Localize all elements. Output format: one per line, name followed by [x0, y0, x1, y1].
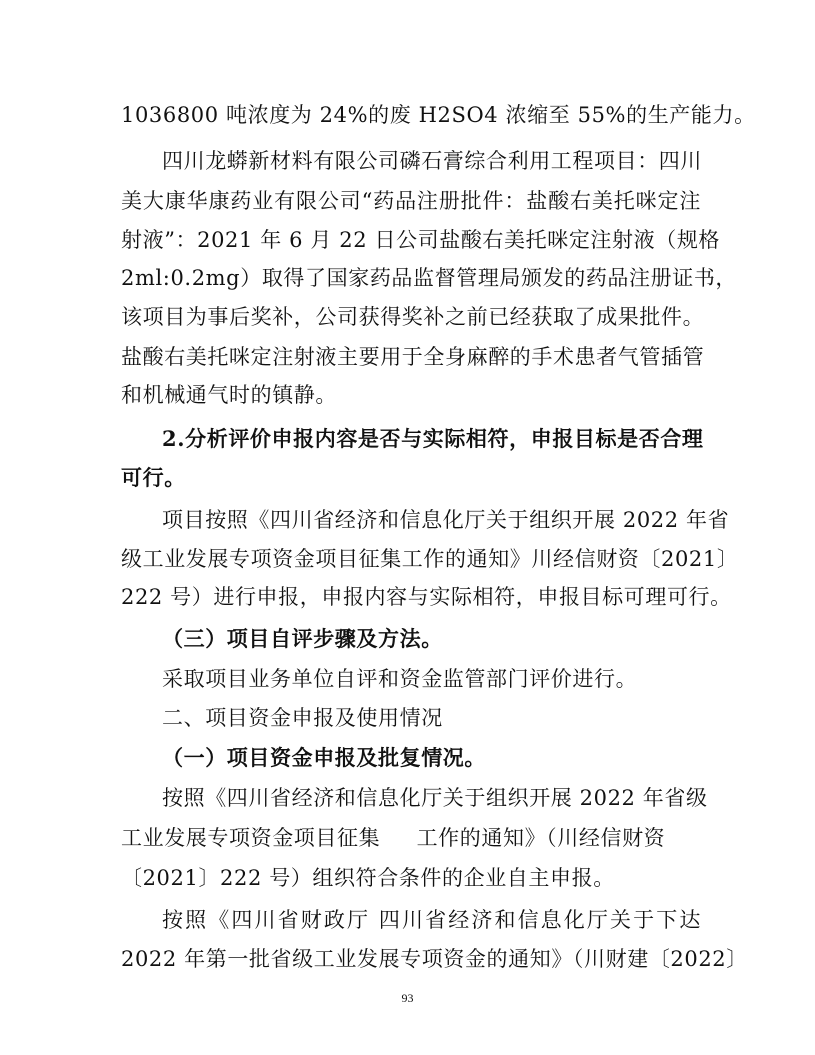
- heading-fund-application: （一）项目资金申报及批复情况。: [162, 745, 486, 770]
- text-line-1: 1036800 吨浓度为 24%的废 H2SO4 浓缩至 55%的生产能力。: [121, 103, 756, 127]
- text-line-20: 〔2021〕222 号）组织符合条件的企业自主申报。: [121, 866, 615, 890]
- text-line-2: 四川龙蟒新材料有限公司磷石膏综合利用工程项目：四川: [162, 149, 702, 173]
- text-line-15: 采取项目业务单位自评和资金监管部门评价进行。: [162, 667, 638, 691]
- text-line-5: 2ml:0.2mg）取得了国家药品监督管理局颁发的药品注册证书，: [121, 266, 738, 290]
- heading-analysis: 2.分析评价申报内容是否与实际相符，申报目标是否合理: [162, 426, 704, 451]
- text-line-19: 工业发展专项资金项目征集 工作的通知》（川经信财资: [121, 826, 666, 850]
- heading-section-two: 二、项目资金申报及使用情况: [162, 706, 443, 730]
- heading-analysis-cont: 可行。: [121, 465, 186, 490]
- text-line-3: 美大康华康药业有限公司“药品注册批件：盐酸右美托咪定注: [121, 189, 701, 213]
- text-line-13: 222 号）进行申报，申报内容与实际相符，申报目标可理可行。: [121, 585, 732, 609]
- text-line-22: 2022 年第一批省级工业发展专项资金的通知》（川财建〔2022〕: [121, 947, 748, 971]
- text-line-8: 和机械通气时的镇静。: [121, 383, 337, 407]
- text-line-18: 按照《四川省经济和信息化厅关于组织开展 2022 年省级: [162, 786, 708, 810]
- text-line-7: 盐酸右美托咪定注射液主要用于全身麻醉的手术患者气管插管: [121, 345, 705, 369]
- heading-self-evaluation-steps: （三）项目自评步骤及方法。: [162, 626, 443, 651]
- text-line-6: 该项目为事后奖补，公司获得奖补之前已经获取了成果批件。: [121, 305, 705, 329]
- text-line-21: 按照《四川省财政厅 四川省经济和信息化厅关于下达: [162, 908, 701, 932]
- text-line-12: 级工业发展专项资金项目征集工作的通知》川经信财资〔2021〕: [121, 547, 739, 571]
- page-number: 93: [401, 991, 414, 1005]
- text-line-11: 项目按照《四川省经济和信息化厅关于组织开展 2022 年省: [162, 508, 730, 532]
- text-line-4: 射液”：2021 年 6 月 22 日公司盐酸右美托咪定注射液（规格: [121, 228, 721, 252]
